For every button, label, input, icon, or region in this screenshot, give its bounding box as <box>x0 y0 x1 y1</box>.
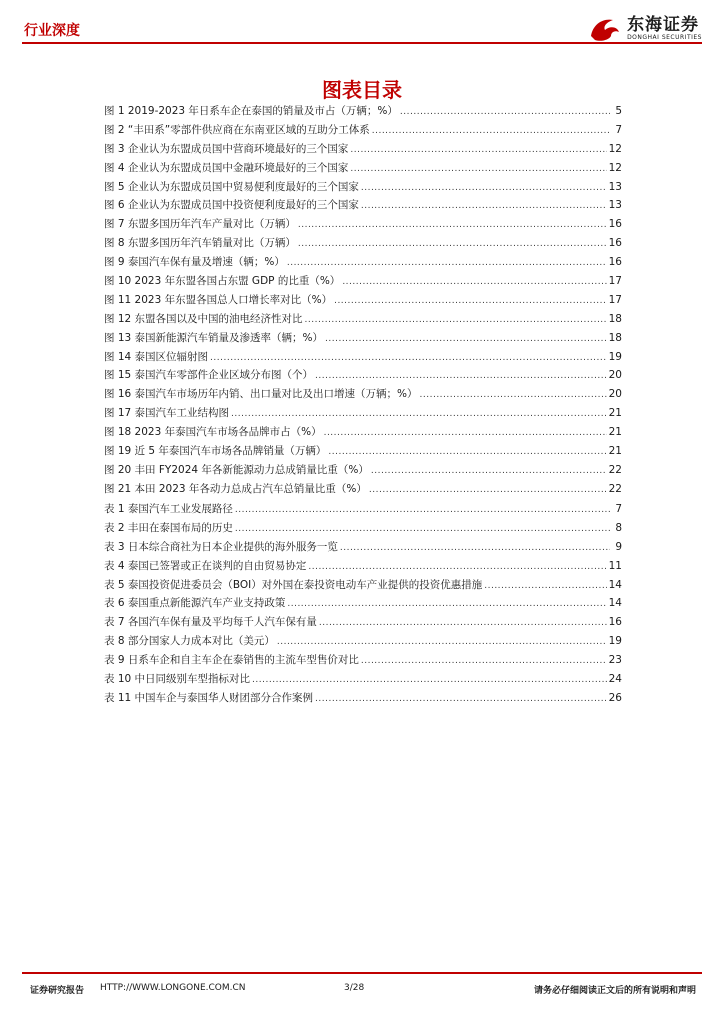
toc-entry-page: 16 <box>608 237 622 250</box>
toc-dot-leader <box>350 164 606 174</box>
toc-entry-label: 图 17 泰国汽车工业结构图 <box>104 407 230 420</box>
toc-entry-page: 22 <box>608 482 622 495</box>
page-number: 3/28 <box>344 983 365 993</box>
toc-entry-page: 19 <box>608 350 622 363</box>
toc-figure-entry[interactable] <box>104 216 622 235</box>
toc-entry-label: 表 11 中国车企与泰国华人财团部分合作案例 <box>104 691 314 704</box>
toc-entry-label: 表 10 中日同级别车型指标对比 <box>104 673 251 686</box>
toc-figure-entry[interactable] <box>104 122 622 141</box>
toc-figure-entry[interactable] <box>104 443 622 462</box>
footer-disclaimer: 请务必仔细阅读正文后的所有说明和声明 <box>533 986 696 996</box>
toc-entry-page: 23 <box>608 654 622 667</box>
toc-entry-label: 表 6 泰国重点新能源汽车产业支持政策 <box>104 597 286 610</box>
toc-entry-page: 7 <box>615 123 622 136</box>
toc-entry-label: 图 8 东盟多国历年汽车销量对比（万辆） <box>104 237 296 250</box>
toc-table-entry[interactable] <box>104 520 622 539</box>
toc-entry-page: 20 <box>608 388 622 401</box>
toc-figure-entry[interactable] <box>104 386 622 405</box>
toc-figure-entry[interactable] <box>104 330 622 349</box>
toc-entry-label: 表 9 日系车企和自主车企在泰销售的主流车型售价对比 <box>104 654 359 667</box>
toc-entry-page: 24 <box>608 673 622 686</box>
table-list <box>104 501 622 709</box>
toc-dot-leader <box>361 183 607 193</box>
toc-entry-page: 21 <box>608 426 622 439</box>
toc-entry-label: 表 4 泰国已签署或正在谈判的自由贸易协定 <box>104 559 307 572</box>
toc-table-entry[interactable] <box>104 501 622 520</box>
toc-entry-page: 21 <box>608 445 622 458</box>
toc-figure-entry[interactable] <box>104 141 622 160</box>
toc-dot-leader <box>325 334 607 344</box>
toc-entry-label: 表 3 日本综合商社为日本企业提供的海外服务一览 <box>104 540 338 553</box>
toc-entry-page: 20 <box>608 369 622 382</box>
toc-figure-entry[interactable] <box>104 235 622 254</box>
toc-entry-label: 图 21 本田 2023 年各动力总成占汽车总销量比重（%） <box>104 482 367 495</box>
toc-entry-page: 9 <box>615 540 622 553</box>
toc-entry-label: 图 4 企业认为东盟成员国中金融环境最好的三个国家 <box>104 161 349 174</box>
toc-entry-label: 图 14 泰国区位辐射图 <box>104 350 209 363</box>
toc-entry-label: 图 10 2023 年东盟各国占东盟 GDP 的比重（%） <box>104 275 341 288</box>
toc-entry-label: 图 12 东盟各国以及中国的油电经济性对比 <box>104 312 303 325</box>
toc-dot-leader <box>235 505 610 515</box>
toc-entry-page: 12 <box>608 142 622 155</box>
toc-entry-page: 14 <box>608 578 622 591</box>
toc-entry-page: 5 <box>615 105 622 117</box>
toc-dot-leader <box>350 145 606 155</box>
toc-table-entry[interactable] <box>104 614 622 633</box>
toc-dot-leader <box>298 239 607 249</box>
toc-table-entry[interactable] <box>104 671 622 690</box>
footer-url-link[interactable]: HTTP://WWW.LONGONE.COM.CN <box>100 983 246 993</box>
toc-entry-label: 图 6 企业认为东盟成员国中投资便利度最好的三个国家 <box>104 199 359 212</box>
toc-entry-page: 7 <box>615 503 622 515</box>
toc-dot-leader <box>315 694 607 704</box>
toc-dot-leader <box>400 107 610 117</box>
toc-dot-leader <box>277 637 607 647</box>
brand-name-cn: 东海证券 <box>627 15 700 35</box>
toc-entry-page: 11 <box>608 559 622 572</box>
footer-divider <box>22 972 702 974</box>
footer-report-type: 证券研究报告 <box>30 986 85 996</box>
toc-figure-entry[interactable] <box>104 349 622 368</box>
toc-dot-leader <box>372 126 610 136</box>
toc-dot-leader <box>235 524 610 534</box>
toc-table-entry[interactable] <box>104 595 622 614</box>
toc-figure-entry[interactable] <box>104 481 622 500</box>
toc-entry-label: 表 7 各国汽车保有量及平均每千人汽车保有量 <box>104 616 317 629</box>
toc-entry-page: 16 <box>608 616 622 629</box>
toc-dot-leader <box>308 562 606 572</box>
report-category: 行业深度 <box>24 23 80 39</box>
toc-dot-leader <box>324 428 607 438</box>
toc-dot-leader <box>334 296 607 306</box>
toc-entry-label: 图 13 泰国新能源汽车销量及渗透率（辆；%） <box>104 331 324 344</box>
toc-figure-entry[interactable] <box>104 367 622 386</box>
toc-figure-entry[interactable] <box>104 254 622 273</box>
toc-entry-label: 图 3 企业认为东盟成员国中营商环境最好的三个国家 <box>104 142 349 155</box>
toc-dot-leader <box>340 543 610 553</box>
toc-figure-entry[interactable] <box>104 462 622 481</box>
toc-table-entry[interactable] <box>104 577 622 596</box>
toc-dot-leader <box>484 581 606 591</box>
toc-entry-label: 图 5 企业认为东盟成员国中贸易便利度最好的三个国家 <box>104 180 359 193</box>
toc-dot-leader <box>342 277 606 287</box>
toc-entry-page: 8 <box>615 521 622 534</box>
toc-entry-label: 图 19 近 5 年泰国汽车市场各品牌销量（万辆） <box>104 445 327 458</box>
toc-entry-page: 14 <box>608 597 622 610</box>
toc-figure-entry[interactable] <box>104 311 622 330</box>
toc-entry-label: 图 7 东盟多国历年汽车产量对比（万辆） <box>104 218 296 231</box>
toc-entry-page: 19 <box>608 635 622 648</box>
toc-table-entry[interactable] <box>104 558 622 577</box>
toc-figure-entry[interactable] <box>104 103 622 122</box>
toc-entry-page: 12 <box>608 161 622 174</box>
toc-entry-label: 表 5 泰国投资促进委员会（BOI）对外国在泰投资电动车产业提供的投资优惠措施 <box>104 578 483 591</box>
toc-dot-leader <box>328 447 606 457</box>
toc-entry-label: 表 2 丰田在泰国布局的历史 <box>104 521 233 534</box>
toc-entry-label: 图 9 泰国汽车保有量及增速（辆；%） <box>104 256 285 269</box>
header-divider <box>22 42 702 44</box>
toc-dot-leader <box>252 675 607 685</box>
toc-figure-entry[interactable] <box>104 160 622 179</box>
toc-entry-page: 16 <box>608 256 622 269</box>
toc-entry-label: 图 20 丰田 FY2024 年各新能源动力总成销量比重（%） <box>104 463 369 476</box>
toc-figure-entry[interactable] <box>104 424 622 443</box>
toc-figure-entry[interactable] <box>104 292 622 311</box>
toc-dot-leader <box>287 258 607 268</box>
toc-entry-page: 22 <box>608 463 622 476</box>
page-title: 图表目录 <box>322 78 402 102</box>
toc-table-entry[interactable] <box>104 652 622 671</box>
toc-entry-page: 17 <box>608 275 622 288</box>
brand-logo <box>587 14 702 44</box>
toc-entry-label: 图 11 2023 年东盟各国总人口增长率对比（%） <box>104 293 333 306</box>
toc-dot-leader <box>420 390 607 400</box>
toc-dot-leader <box>231 409 607 419</box>
toc-entry-page: 17 <box>608 293 622 306</box>
toc-figure-entry[interactable] <box>104 197 622 216</box>
toc-entry-label: 图 1 2019-2023 年日系车企在泰国的销量及市占（万辆；%） <box>104 105 398 117</box>
brand-name-en: DONGHAI SECURITIES <box>627 34 702 41</box>
toc-entry-page: 13 <box>608 180 622 193</box>
toc-entry-page: 13 <box>608 199 622 212</box>
toc-figure-entry[interactable] <box>104 273 622 292</box>
toc-figure-entry[interactable] <box>104 179 622 198</box>
toc-dot-leader <box>298 220 607 230</box>
toc-entry-label: 表 1 泰国汽车工业发展路径 <box>104 503 233 515</box>
toc-dot-leader <box>210 353 607 363</box>
toc-dot-leader <box>361 656 607 666</box>
toc-entry-page: 18 <box>608 312 622 325</box>
toc-entry-label: 图 15 泰国汽车零部件企业区域分布图（个） <box>104 369 314 382</box>
toc-entry-label: 图 16 泰国汽车市场历年内销、出口量对比及出口增速（万辆；%） <box>104 388 418 401</box>
dragon-logo-icon <box>587 14 623 44</box>
figure-list <box>104 103 622 500</box>
toc-dot-leader <box>369 485 607 495</box>
toc-dot-leader <box>319 618 607 628</box>
toc-entry-page: 21 <box>608 407 622 420</box>
toc-table-entry[interactable] <box>104 539 622 558</box>
toc-dot-leader <box>371 466 607 476</box>
toc-entry-page: 26 <box>608 691 622 704</box>
toc-dot-leader <box>287 599 606 609</box>
toc-table-entry[interactable] <box>104 633 622 652</box>
toc-table-entry[interactable] <box>104 690 622 709</box>
toc-entry-label: 表 8 部分国家人力成本对比（美元） <box>104 635 275 648</box>
toc-dot-leader <box>361 201 607 211</box>
toc-dot-leader <box>315 371 607 381</box>
toc-figure-entry[interactable] <box>104 405 622 424</box>
toc-entry-page: 18 <box>608 331 622 344</box>
toc-entry-label: 图 2 “丰田系”零部件供应商在东南亚区域的互助分工体系 <box>104 123 370 136</box>
toc-entry-page: 16 <box>608 218 622 231</box>
toc-dot-leader <box>305 315 607 325</box>
toc-entry-label: 图 18 2023 年泰国汽车市场各品牌市占（%） <box>104 426 322 439</box>
